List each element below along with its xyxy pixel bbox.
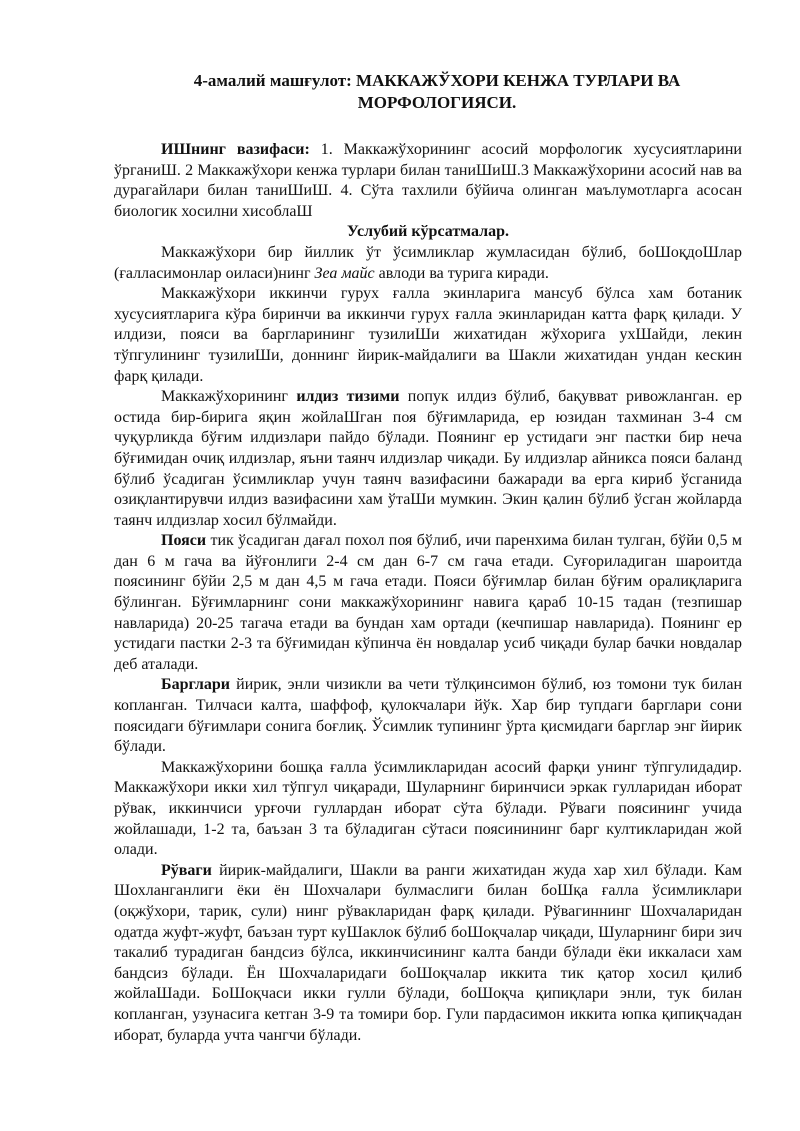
paragraph-4-bold: Пояси (161, 532, 207, 550)
document-title (114, 70, 742, 114)
goal-text: 1. Маккажўхорининг асосий морфологик хусусиятларини ўрганиШ. 2 Маккажўхори кенжа турлари билан таниШиШ.3 Маккажўхорини асосий нав ва дурагайлари билан таниШиШ. 4. Сўта тахлили бўйича олинган маълумотларга асосан биологик хосилни хисоблаШ (114, 141, 742, 220)
paragraph-4-text: тик ўсадиган дағал похол поя бўлиб, ичи паренхима билан тулган, бўйи 0,5 м дан 6 м гача ва йўғонлиги 2-4 см дан 6-7 см гача етади. Суғориладиган шароитда поясининг бўйи 2,5 м дан 4,5 м гача етади. Пояси бўғимлар билан бўғим оралиқларига бўлинган. Бўғимларнинг сони маккажўхорининг навига қараб 10-15 тадан (тезпишар навларида) 20-25 тагача етади ва бундан хам ортади (кечпишар навларида). Поянинг ер устидаги пастки 2-3 та бўғимидан кўпинча ён новдалар усиб чиқади булар бачки новдалар деб аталади. (114, 532, 742, 673)
paragraph-1-italic: Зеа майс (314, 264, 375, 282)
paragraph-3-bold: илдиз тизими (296, 388, 400, 406)
paragraph-2: Маккажўхори иккинчи гурух ғалла экинларига мансуб бўлса хам ботаник хусусиятларига кўра биринчи ва иккинчи гурух ғалла экинларидан катта фарқ қилади. У илдизи, пояси ва баргларининг тузилиШи жихатидан жўхорига ухШайди, лекин тўпгулининг тузилиШи, доннинг йирик-майдалиги ва Шакли жихатидан ундан кескин фарқ қилади. (114, 285, 742, 385)
title-line-1: 4-амалий машғулот: МАККАЖЎХОРИ КЕНЖА ТУРЛАРИ ВА (193, 71, 681, 90)
paragraph-1-text-a: Маккажўхори бир йиллик ўт ўсимликлар жумласидан бўлиб, боШоқдоШлар (ғалласимонлар оиласи)нинг (114, 243, 742, 282)
paragraph-7-bold: Рўваги (161, 861, 212, 879)
paragraph-3-text-a: Маккажўхорининг (161, 388, 297, 406)
paragraph-7 (114, 861, 742, 1046)
paragraph-1 (114, 243, 742, 284)
paragraph-3-text-b: попук илдиз бўлиб, бақувват ривожланган. ер остида бир-бирига яқин жойлаШган поя бўғимларида, ер юзидан тахминан 3-4 см чуқурликда бўғим илдизлари пайдо бўлади. Поянинг ер устидаги энг пастки бир неча бўғимидан очиқ илдизлар, яъни таянч илдизлар чиқади. Бу илдизлар айникса пояси баланд бўлиб ўсадиган ўсимликлар учун таянч вазифасини бажаради ва ерга кириб ўсганида озиқлантирувчи илдиз вазифасини хам ўтаШи мумкин. Экин қалин бўлиб ўсган жойларда таянч илдизлар хосил бўлмайди. (114, 388, 742, 529)
paragraph-3 (114, 387, 742, 531)
paragraph-7-text: йирик-майдалиги, Шакли ва ранги жихатидан жуда хар хил бўлади. Кам Шохланганлиги ёки ён Шохчалари булмаслиги билан боШқа ғалла ўсимликлари (оқжўхори, тарик, сули) нинг рўвакларидан фарқ қилади. Рўвагиннинг Шохчаларидан одатда жуфт-жуфт, баъзан турт куШаклок бўлиб боШоқчалар чиқади, Шуларнинг бири зич такалиб турадиган бандсиз бўлса, иккинчисининг калта банди бўлади ёки иккаласи хам бандсиз бўлади. Ён Шохчаларидаги боШоқчалар иккита тик қатор хосил қилиб жойлаШади. БоШоқчаси икки гулли бўлади, боШоқча қипиқлари энли, тук билан копланган, узунасига кетган 3-9 та томири бор. Гули пардасимон иккита юпка қипиқчадан иборат, буларда учта чангчи бўлади. (114, 861, 742, 1044)
guide-heading: Услубий кўрсатмалар. (347, 223, 509, 241)
document-page (114, 70, 742, 1046)
paragraph-4 (114, 531, 742, 675)
goal-paragraph (114, 140, 742, 222)
paragraph-6: Маккажўхорини бошқа ғалла ўсимликларидан асосий фарқи унинг тўпгулидадир. Маккажўхори икки хил тўпгул чиқаради, Шуларнинг биринчиси эркак гулларидан иборат рўвак, иккинчиси урғочи гуллардан иборат сўта бўлади. Рўваги поясининг учида жойлашади, 1-2 та, баъзан 3 та бўладиган сўтаси поясинининг барг култикларидан жой олади. (114, 758, 742, 859)
paragraph-1-text-b: авлоди ва турига киради. (374, 264, 549, 282)
paragraph-5-text: йирик, энли чизикли ва чети тўлқинсимон бўлиб, юз томони тук билан копланган. Тилчаси калта, шаффоф, қулокчалари йўк. Хар бир тупдаги барглари сони поясидаги бўғимлари сонига боғлиқ. Ўсимлик тупининг ўрта қисмидаги барглар энг йирик бўлади. (114, 676, 742, 756)
paragraph-5 (114, 675, 742, 757)
goal-label: ИШнинг вазифаси: (161, 141, 310, 158)
title-line-2: МОРФОЛОГИЯСИ. (357, 93, 517, 112)
paragraph-5-bold: Барглари (161, 676, 231, 694)
